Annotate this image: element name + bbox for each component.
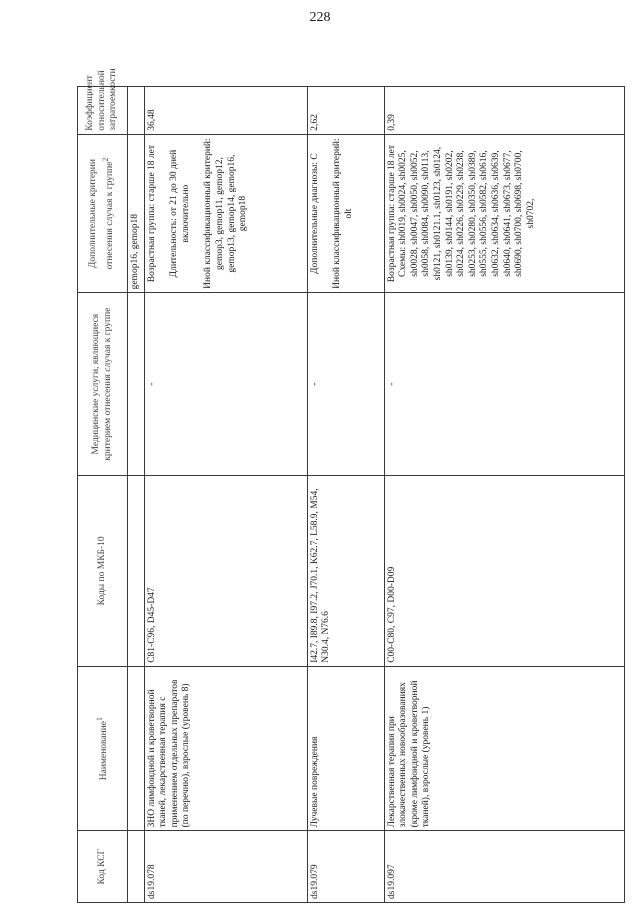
ksg-name: Лучевые повреждения — [307, 666, 384, 831]
header-services: Медицинские услуги, являющиеся критерием отнесения случая к группе — [78, 293, 128, 476]
cost-coefficient: 36,48 — [144, 87, 307, 135]
ksg-code: ds19.079 — [307, 831, 384, 903]
criteria-age: Возрастная группа: старше 18 лет — [386, 144, 397, 283]
spacer-cell — [128, 87, 145, 135]
table-row — [144, 87, 307, 903]
additional-criteria — [144, 134, 307, 293]
page-number: 228 — [309, 10, 331, 25]
cost-coefficient: 2,62 — [307, 87, 384, 135]
ksg-name: ЗНО лимфоидной и кроветворной тканей, лекарственная терапия с применением отдельных препаратов (по перечню), взрослые (уровень 8) — [144, 666, 307, 831]
criteria-extra-diagnoses: Дополнительные диагнозы: C — [309, 153, 320, 274]
criteria-duration: Длительность: от 21 до 30 дней включительно — [169, 149, 191, 278]
criteria-gap — [158, 138, 169, 290]
header-code: Код КСГ — [78, 831, 128, 903]
criteria-schemes: Схемы: sh0019, sh0024, sh0025, sh0028, sh0047, sh0050, sh0052, sh0058, sh0084, sh0090, sh0113, sh0121, sh0121.1, sh0123, sh0124, sh0139, sh0144, sh0191, sh0202, sh0224, sh0226, sh0229, sh0238, sh0253, sh0280, sh0350, sh0389, sh0555, sh0556, sh0582, sh0616, sh0632, sh0634, sh0636, sh0639, sh0640, sh0641, sh0673, sh0677, sh0690, sh0700, sh0698, sh0700, sh0702, — [398, 146, 536, 281]
spacer-cell — [128, 831, 145, 903]
table-row — [384, 87, 624, 903]
ksg-code: ds19.097 — [384, 831, 624, 903]
criteria-age: Возрастная группа: старше 18 лет — [146, 144, 157, 283]
table-header-row — [78, 87, 128, 903]
header-coef: Коэффициент относительной затратоемкости — [78, 87, 128, 135]
header-mkb: Коды по МКБ-10 — [78, 475, 128, 666]
tariff-table-wrapper — [77, 68, 615, 903]
additional-criteria — [307, 134, 384, 293]
medical-services: - — [307, 293, 384, 476]
mkb-codes: C81-C96, D45-D47 — [144, 475, 307, 666]
header-additional-footnote: 2 — [100, 157, 110, 162]
criteria-gap — [321, 138, 332, 290]
header-name — [78, 666, 128, 831]
header-name-footnote: 1 — [95, 717, 105, 721]
medical-services: - — [144, 293, 307, 476]
additional-continued-cell: gemop16, gemop18 — [128, 134, 145, 293]
spacer-cell — [128, 666, 145, 831]
ksg-table — [77, 68, 625, 903]
criteria-gap — [192, 138, 203, 290]
header-additional-text: Дополнительные критерии отнесения случая к группе — [88, 159, 116, 270]
table-spacer-row — [128, 87, 145, 903]
criteria-other: Иной классификационный критерий: gemop3, gemop11, gemop12, gemop13, gemop14, gemop16, gemop18 — [203, 138, 249, 289]
ksg-code: ds19.078 — [144, 831, 307, 903]
header-additional — [78, 134, 128, 293]
table-row — [307, 87, 384, 903]
criteria-other: Иной классификационный критерий: olt — [332, 138, 354, 289]
mkb-codes: C00-C80, C97, D00-D09 — [384, 475, 624, 666]
mkb-codes: I42.7, I89.8, I97.2, J70.1, K62.7, L58.9, M54, N30.4, N76.6 — [307, 475, 384, 666]
additional-criteria — [384, 134, 624, 293]
medical-services: - — [384, 293, 624, 476]
ksg-name: Лекарственная терапия при злокачественных новообразованиях (кроме лимфоидной и кроветворной тканей), взрослые (уровень 1) — [384, 666, 624, 831]
header-name-text: Наименование — [99, 721, 110, 781]
cost-coefficient: 0,39 — [384, 87, 624, 135]
spacer-cell — [128, 475, 145, 666]
spacer-cell — [128, 293, 145, 476]
